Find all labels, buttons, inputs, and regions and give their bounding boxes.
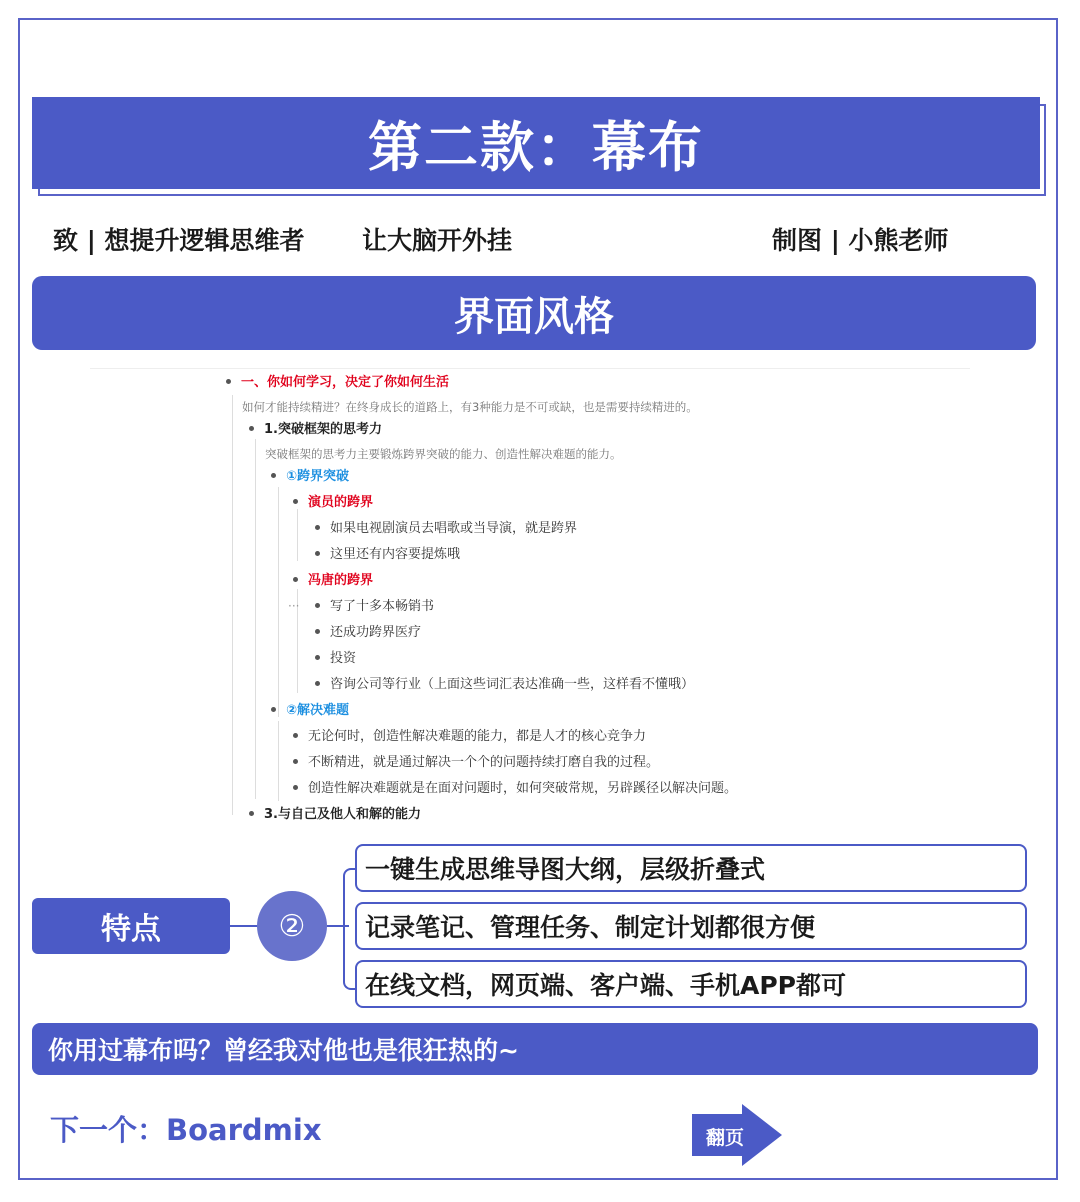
- list-item[interactable]: 还成功跨界医疗: [315, 625, 421, 641]
- question-banner: 你用过幕布吗？曾经我对他也是很狂热的~: [32, 1023, 1038, 1075]
- list-item[interactable]: 咨询公司等行业（上面这些词汇表达准确一些，这样看不懂哦）: [315, 677, 694, 693]
- list-item[interactable]: 创造性解决难题就是在面对问题时，如何突破常规，另辟蹊径以解决问题。: [293, 781, 737, 797]
- list-item[interactable]: 不断精进，就是通过解决一个个的问题持续打磨自我的过程。: [293, 755, 659, 771]
- page-title: 第二款：幕布: [32, 97, 1040, 189]
- list-item[interactable]: ②解决难题: [271, 703, 349, 719]
- list-item[interactable]: 如果电视剧演员去唱歌或当导演，就是跨界: [315, 521, 577, 537]
- list-item[interactable]: 演员的跨界: [293, 495, 373, 511]
- outline-preview: [90, 368, 970, 831]
- more-options-icon[interactable]: ···: [288, 599, 300, 613]
- next-link[interactable]: 下一个：Boardmix: [50, 1113, 322, 1147]
- list-item[interactable]: 1.突破框架的思考力: [249, 422, 382, 438]
- connector-line: [230, 925, 260, 927]
- list-item-note: 突破框架的思考力主要锻炼跨界突破的能力、创造性解决难题的能力。: [265, 447, 622, 461]
- feature-item: 在线文档，网页端、客户端、手机APP都可: [355, 960, 1027, 1008]
- list-item[interactable]: 无论何时，创造性解决难题的能力，都是人才的核心竞争力: [293, 729, 646, 745]
- feature-item: 一键生成思维导图大纲，层级折叠式: [355, 844, 1027, 892]
- list-item[interactable]: ①跨界突破: [271, 469, 349, 485]
- slogan: 让大脑开外挂: [362, 226, 513, 255]
- features-label: 特点: [32, 898, 230, 954]
- audience-label: 致 | 想提升逻辑思维者: [53, 226, 305, 255]
- feature-item: 记录笔记、管理任务、制定计划都很方便: [355, 902, 1027, 950]
- section-title: 界面风格: [32, 276, 1036, 350]
- list-item-note: 如何才能持续精进？在终身成长的道路上，有3种能力是不可或缺，也是需要持续精进的。: [242, 400, 698, 414]
- page-turn-button[interactable]: [692, 1104, 784, 1166]
- list-item[interactable]: 这里还有内容要提炼哦: [315, 547, 460, 563]
- page-turn-label: 翻页: [706, 1127, 745, 1149]
- list-item[interactable]: 3.与自己及他人和解的能力: [249, 807, 421, 823]
- number-badge: ②: [257, 891, 327, 961]
- list-item[interactable]: 写了十多本畅销书: [315, 599, 434, 615]
- bracket-connector: [343, 868, 355, 990]
- author-credit: 制图 | 小熊老师: [772, 226, 949, 255]
- list-item[interactable]: 冯唐的跨界: [293, 573, 373, 589]
- list-item[interactable]: 一、你如何学习，决定了你如何生活: [226, 375, 449, 391]
- list-item[interactable]: 投资: [315, 651, 356, 667]
